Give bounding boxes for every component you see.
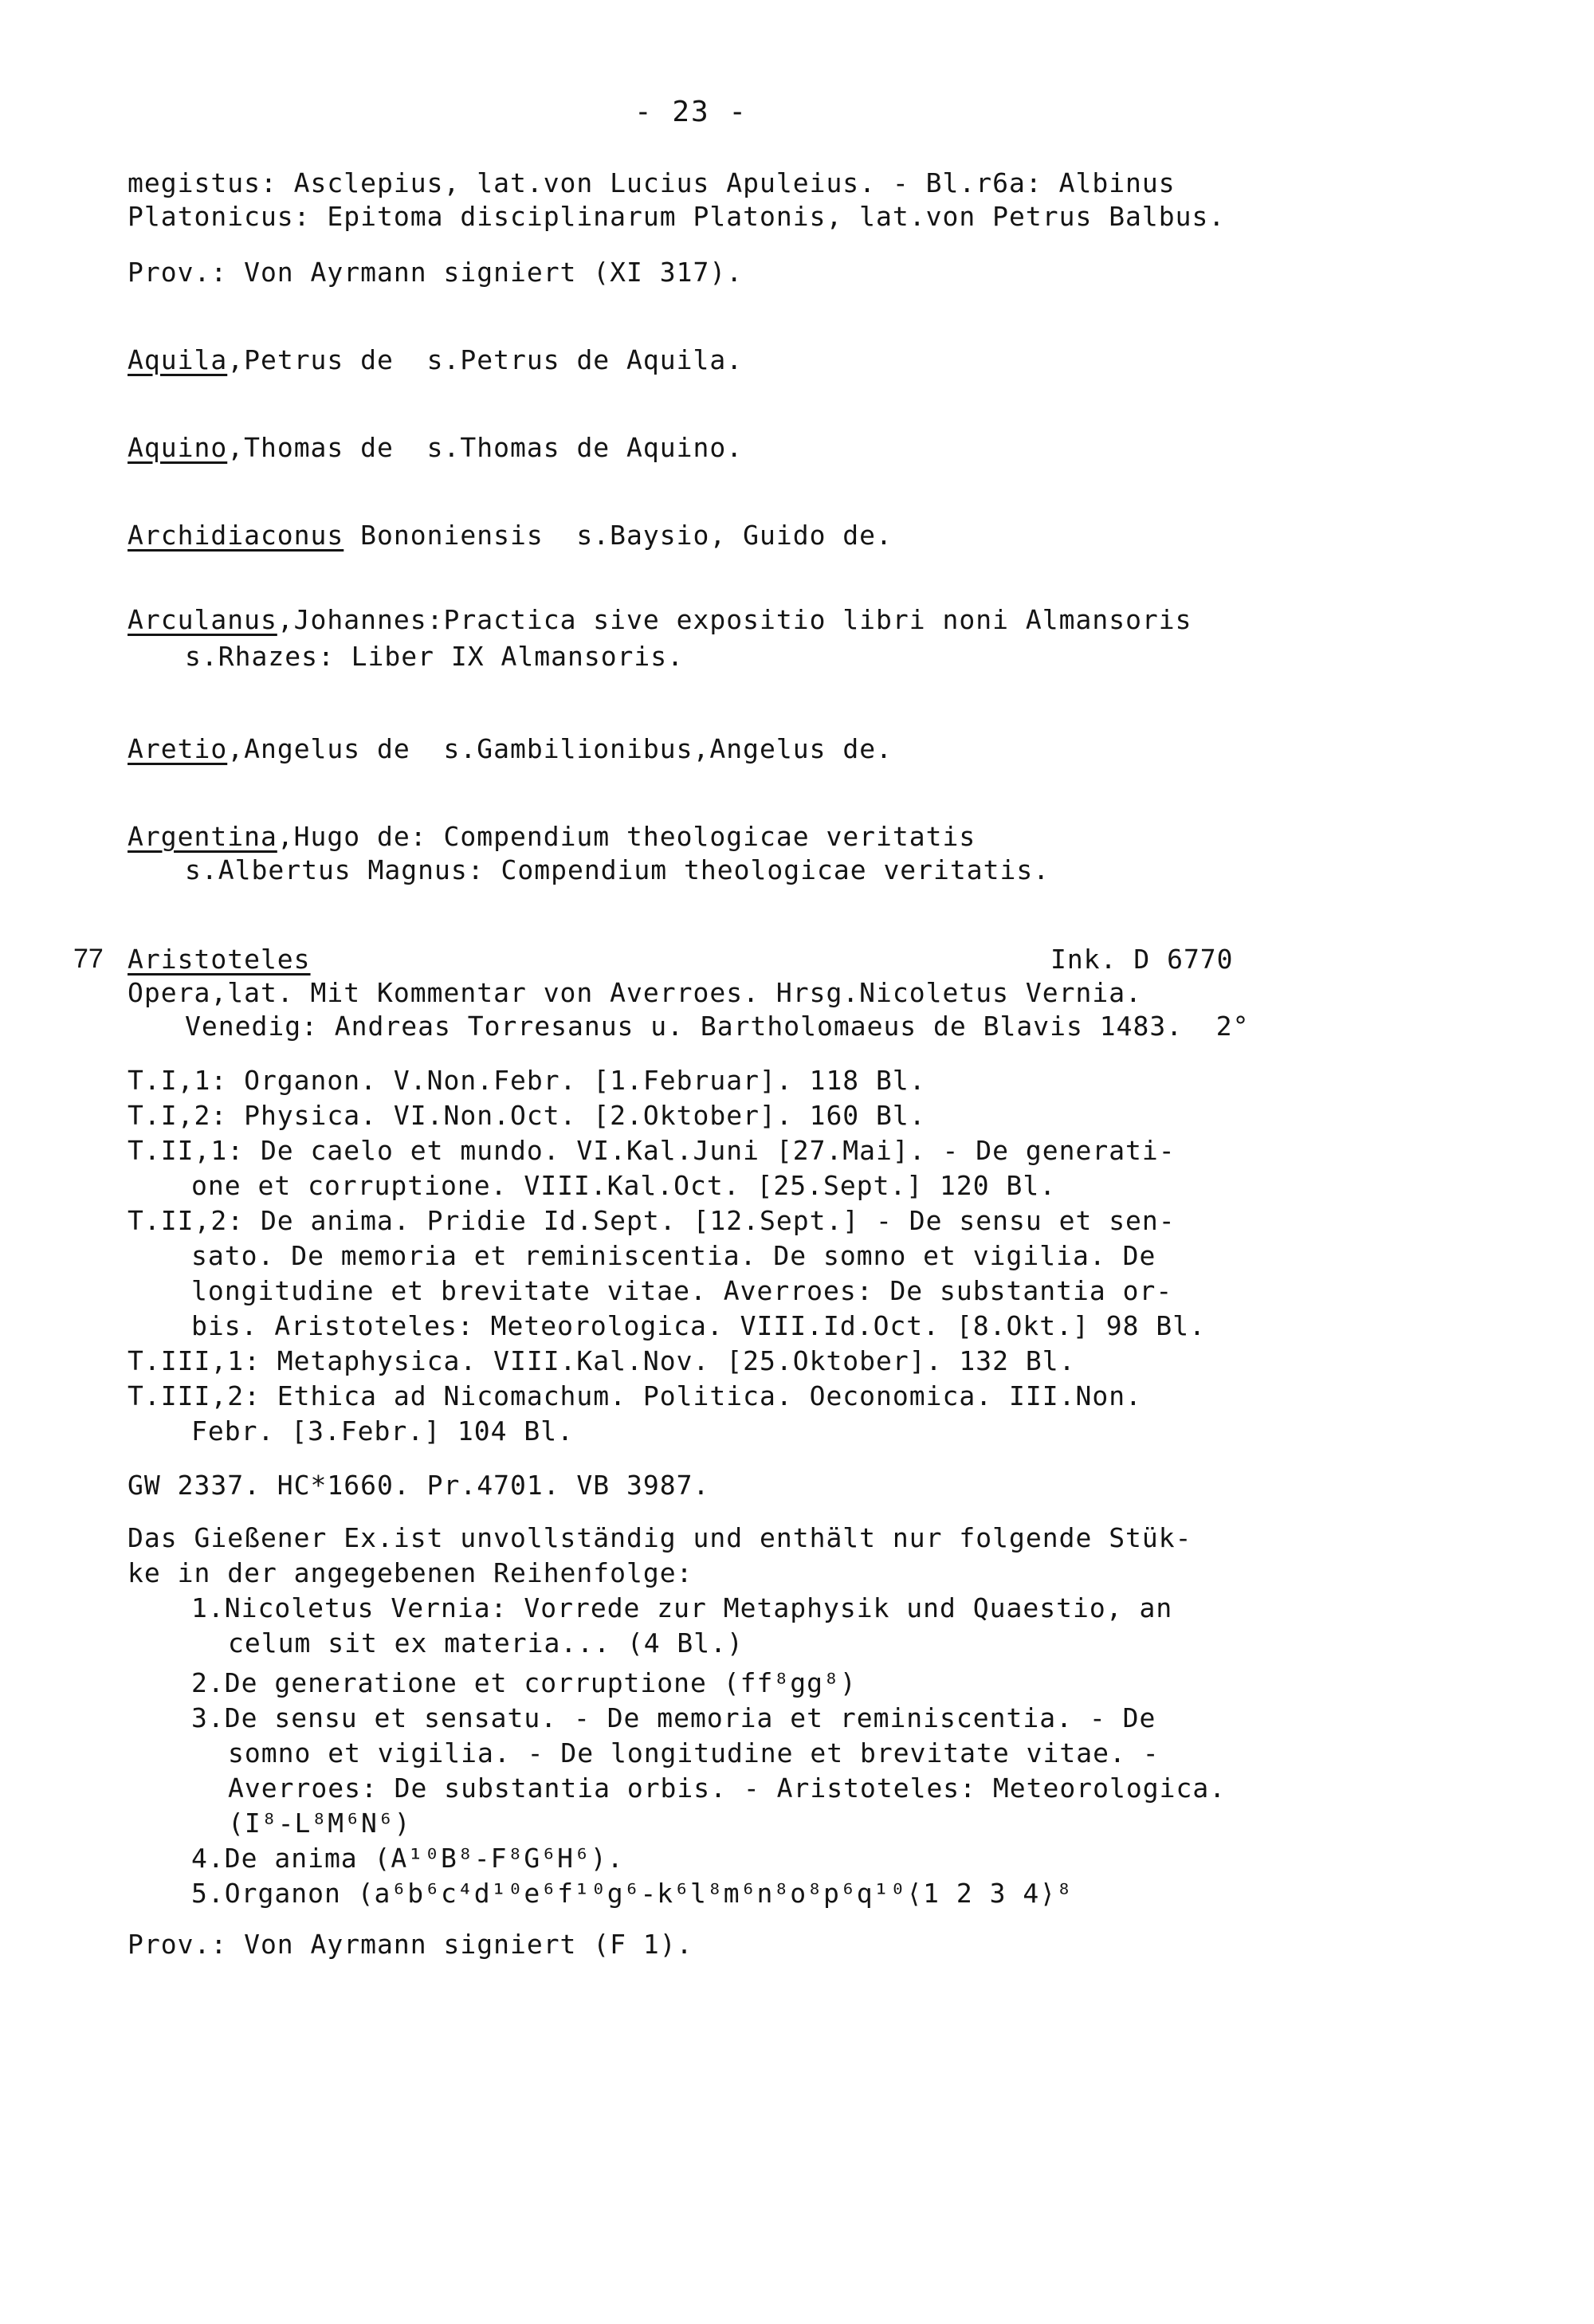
provenance-line: Prov.: Von Ayrmann signiert (XI 317).: [128, 257, 744, 288]
reference-continuation: s.Rhazes: Liber IX Almansoris.: [185, 641, 685, 672]
volume-line: longitudine et brevitate vitae. Averroes: De substantia or-: [191, 1275, 1173, 1306]
volume-line: T.I,2: Physica. VI.Non.Oct. [2.Oktober]. 160 Bl.: [128, 1100, 926, 1131]
copy-note: Das Gießener Ex.ist unvollständig und enthält nur folgende Stük-: [128, 1522, 1192, 1553]
volume-line: T.II,2: De anima. Pridie Id.Sept. [12.Sept.] - De sensu et sen-: [128, 1205, 1176, 1236]
volume-line: one et corruptione. VIII.Kal.Oct. [25.Sept.] 120 Bl.: [191, 1170, 1057, 1201]
reference-heading: Archidiaconus: [128, 520, 344, 551]
cross-reference: [128, 604, 1192, 636]
reference-text: ,Petrus de s.Petrus de Aquila.: [227, 344, 744, 375]
copy-note: ke in der angegebenen Reihenfolge:: [128, 1557, 693, 1588]
reference-heading: Aquila: [128, 344, 228, 375]
reference-text: ,Hugo de: Compendium theologicae veritatis: [277, 821, 976, 852]
copy-note: 4.De anima (A¹⁰B⁸-F⁸G⁶H⁶).: [191, 1843, 624, 1874]
cross-reference: [128, 344, 743, 376]
volume-line: T.III,2: Ethica ad Nicomachum. Politica. Oeconomica. III.Non.: [128, 1380, 1142, 1411]
entry-number: 77: [73, 944, 104, 974]
provenance-line: Prov.: Von Ayrmann signiert (F 1).: [128, 1929, 693, 1960]
copy-note: 2.De generatione et corruptione (ff⁸gg⁸): [191, 1667, 857, 1698]
copy-note: somno et vigilia. - De longitudine et brevitate vitae. -: [228, 1737, 1160, 1769]
imprint: Venedig: Andreas Torresanus u. Bartholomaeus de Blavis 1483. 2°: [185, 1011, 1250, 1042]
reference-heading: Argentina: [128, 821, 277, 852]
volume-line: T.III,1: Metaphysica. VIII.Kal.Nov. [25.Oktober]. 132 Bl.: [128, 1345, 1076, 1376]
copy-note: 3.De sensu et sensatu. - De memoria et reminiscentia. - De: [191, 1702, 1156, 1733]
reference-continuation: s.Albertus Magnus: Compendium theologicae veritatis.: [185, 854, 1050, 885]
entry-heading: Aristoteles: [128, 944, 311, 975]
cross-reference: [128, 821, 976, 853]
copy-note: Averroes: De substantia orbis. - Aristoteles: Meteorologica.: [228, 1772, 1227, 1804]
reference-heading: Aretio: [128, 733, 228, 764]
reference-heading: Aquino: [128, 432, 228, 463]
volume-line: bis. Aristoteles: Meteorologica. VIII.Id.Oct. [8.Okt.] 98 Bl.: [191, 1310, 1206, 1341]
page-number: - 23 -: [634, 96, 748, 128]
bibliographic-references: GW 2337. HC*1660. Pr.4701. VB 3987.: [128, 1470, 710, 1501]
continuation-line: megistus: Asclepius, lat.von Lucius Apuleius. - Bl.r6a: Albinus: [128, 167, 1176, 198]
reference-text: ,Angelus de s.Gambilionibus,Angelus de.: [227, 733, 893, 764]
copy-note: (I⁸-L⁸M⁶N⁶): [228, 1808, 411, 1839]
cross-reference: [128, 520, 893, 552]
continuation-line: Platonicus: Epitoma disciplinarum Platonis, lat.von Petrus Balbus.: [128, 201, 1226, 232]
volume-line: Febr. [3.Febr.] 104 Bl.: [191, 1415, 574, 1447]
reference-text: ,Johannes:Practica sive expositio libri noni Almansoris: [277, 604, 1192, 635]
copy-note: 5.Organon (a⁶b⁶c⁴d¹⁰e⁶f¹⁰g⁶-k⁶l⁸m⁶n⁸o⁸p⁶q¹⁰⟨1 2 3 4⟩⁸: [191, 1878, 1073, 1909]
copy-note: celum sit ex materia... (4 Bl.): [228, 1627, 744, 1659]
reference-heading: Arculanus: [128, 604, 277, 635]
shelfmark: Ink. D 6770: [1050, 944, 1234, 975]
copy-note: 1.Nicoletus Vernia: Vorrede zur Metaphysik und Quaestio, an: [191, 1592, 1173, 1623]
cross-reference: [128, 432, 743, 464]
cross-reference: [128, 733, 893, 765]
reference-text: Bononiensis s.Baysio, Guido de.: [344, 520, 893, 551]
reference-text: ,Thomas de s.Thomas de Aquino.: [227, 432, 744, 463]
entry-title: Opera,lat. Mit Kommentar von Averroes. Hrsg.Nicoletus Vernia.: [128, 977, 1142, 1008]
volume-line: T.I,1: Organon. V.Non.Febr. [1.Februar]. 118 Bl.: [128, 1065, 926, 1096]
volume-line: sato. De memoria et reminiscentia. De somno et vigilia. De: [191, 1240, 1156, 1271]
volume-line: T.II,1: De caelo et mundo. VI.Kal.Juni [27.Mai]. - De generati-: [128, 1135, 1176, 1166]
